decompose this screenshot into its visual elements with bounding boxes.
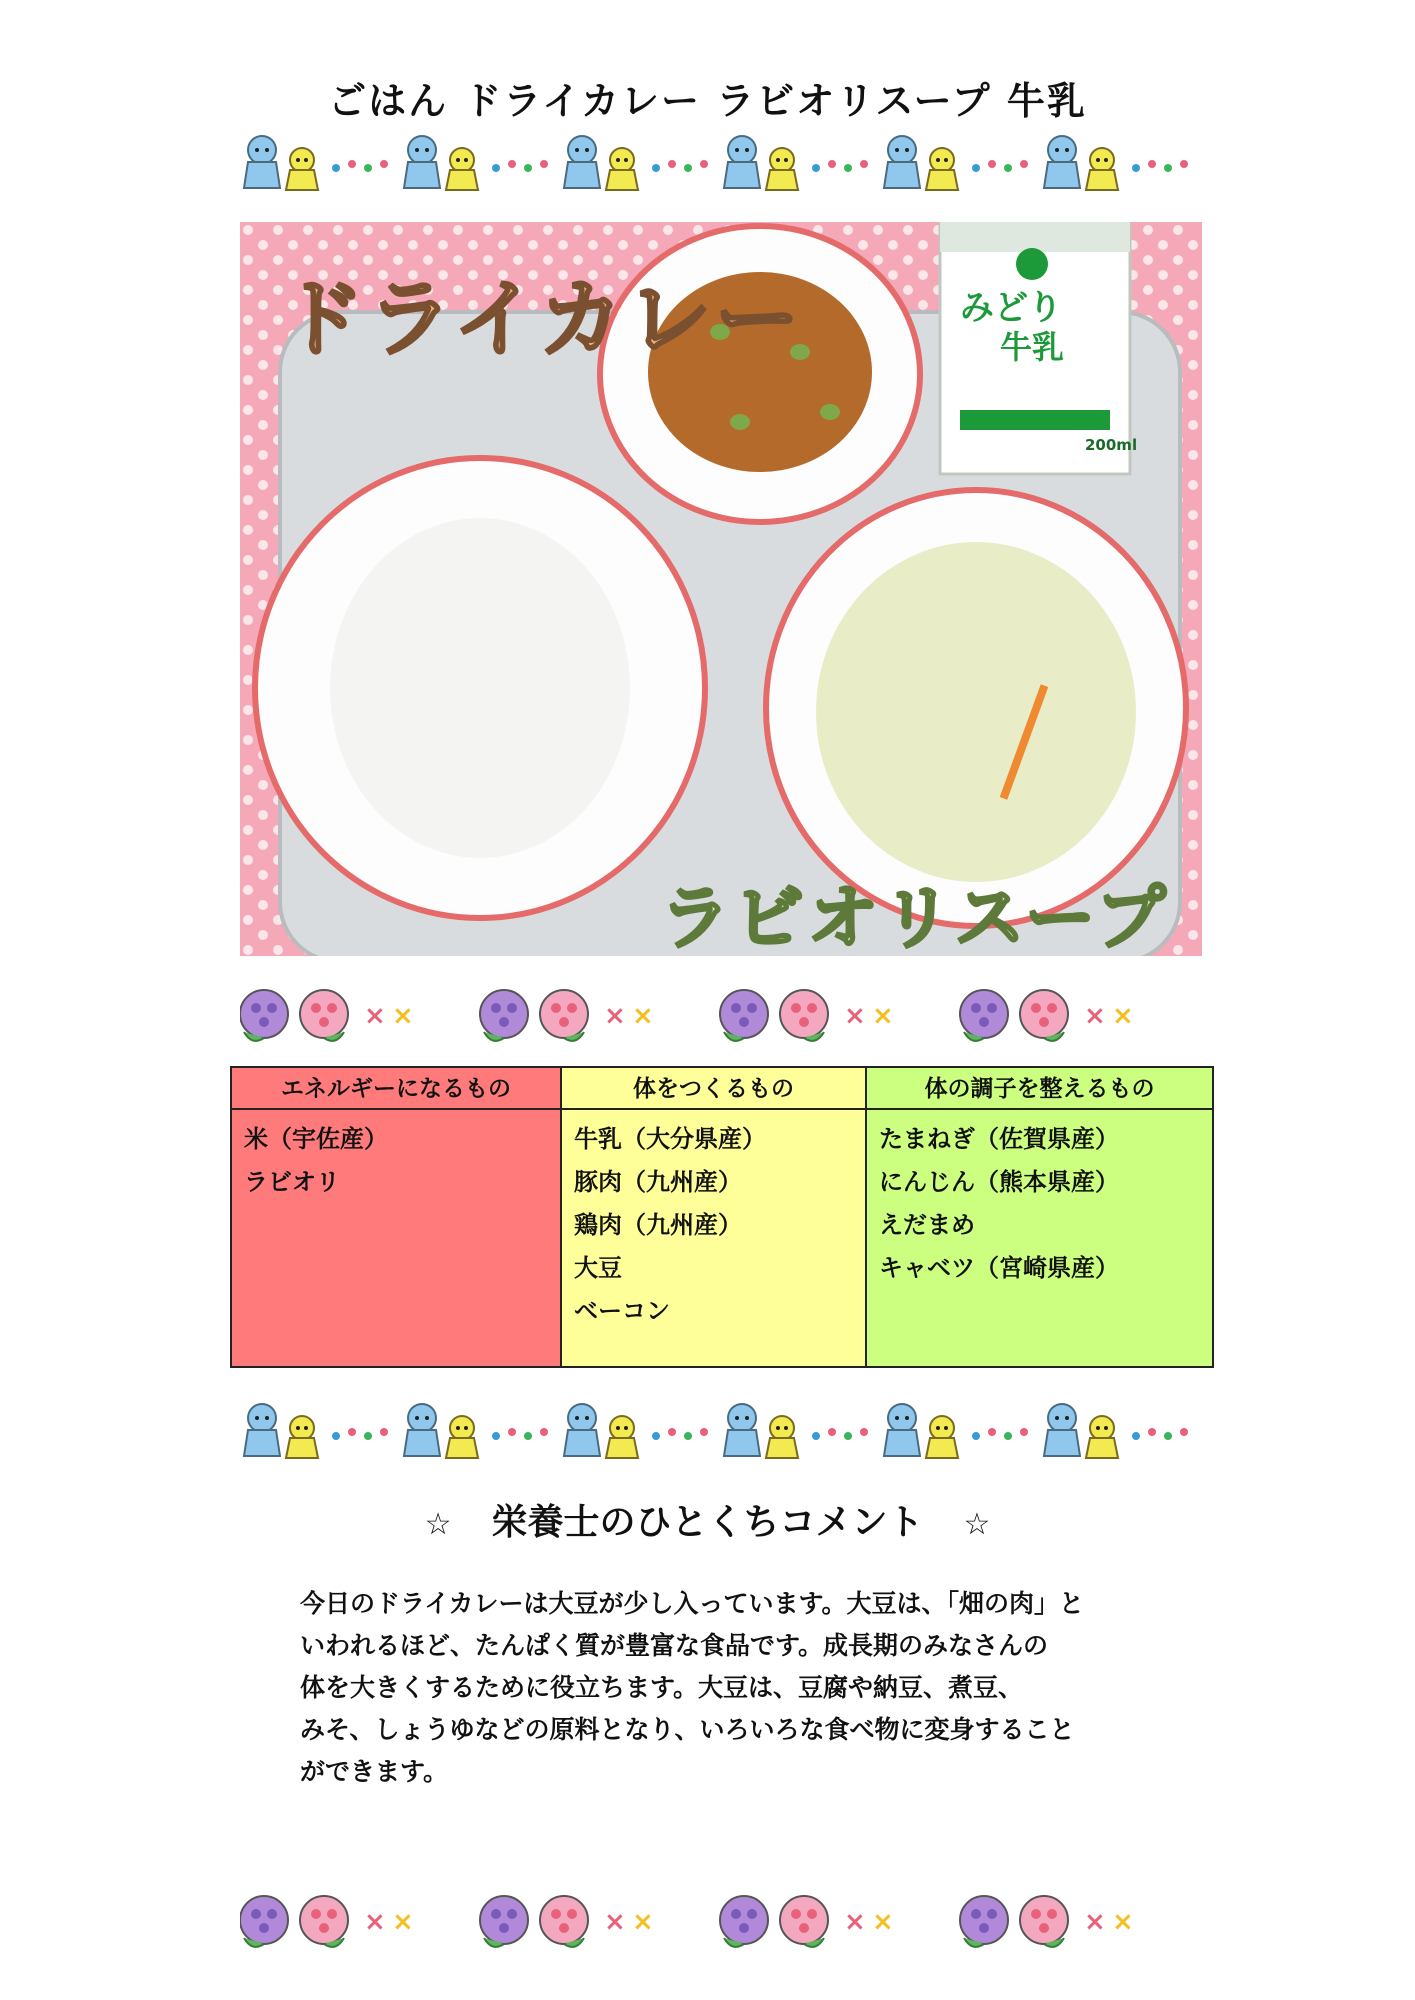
body-building-food-item: 大豆 (574, 1254, 622, 1282)
svg-text:×: × (364, 1001, 386, 1031)
comment-line: ができます。 (300, 1757, 449, 1786)
edamame (730, 414, 750, 430)
energy-foods-column (232, 1068, 560, 1366)
comment-line: 今日のドライカレーは大豆が少し入っています。大豆は、「畑の肉」と (300, 1589, 1085, 1618)
body-building-foods-header: 体をつくるもの (562, 1068, 865, 1110)
lunch-photo (240, 222, 1202, 956)
comment-line: いわれるほど、たんぱく質が豊富な食品です。成長期のみなさんの (300, 1631, 1049, 1660)
milk-volume: 200ml (1085, 436, 1138, 454)
ravioli-soup (816, 542, 1136, 882)
dry-curry-label: ドライカレー (280, 270, 803, 368)
edamame (820, 404, 840, 420)
body-building-food-item: 鶏肉（九州産） (574, 1211, 742, 1239)
rice (330, 518, 630, 858)
body-condition-food-item: たまねぎ（佐賀県産） (879, 1125, 1119, 1153)
ravioli-soup-label: ラビオリスープ (660, 877, 1170, 956)
energy-food-item: ラビオリ (244, 1168, 340, 1196)
menu-title: ごはん ドライカレー ラビオリスープ 牛乳 (328, 79, 1087, 123)
comment-title-text: 栄養士のひとくちコメント (491, 1502, 924, 1543)
svg-text:×: × (392, 1001, 414, 1031)
body-condition-food-item: キャベツ（宮崎県産） (879, 1254, 1119, 1282)
comment-title (0, 1494, 1415, 1545)
body-building-food-item: 豚肉（九州産） (574, 1168, 742, 1196)
flower-border-middle (240, 978, 1200, 1050)
flower-purple-icon (240, 990, 288, 1041)
star-icon: ☆ (424, 1507, 452, 1542)
nutrition-table (230, 1066, 1214, 1368)
body-building-foods-column (560, 1068, 865, 1366)
teru-teru-border-top (240, 126, 1200, 198)
comment-body (300, 1583, 1130, 1793)
teru-teru-group (244, 136, 1188, 190)
teru-teru-border-middle (240, 1394, 1200, 1466)
milk-name: 牛乳 (1000, 328, 1065, 366)
milk-carton-top (940, 222, 1130, 252)
energy-foods-header: エネルギーになるもの (232, 1068, 560, 1110)
milk-logo-icon (1016, 248, 1048, 280)
body-building-food-item: ベーコン (574, 1297, 670, 1325)
star-icon: ☆ (963, 1507, 991, 1542)
milk-brand: みどり (960, 288, 1062, 328)
energy-food-item: 米（宇佐産） (244, 1125, 388, 1153)
comment-line: 体を大きくするために役立ちます。大豆は、豆腐や納豆、煮豆、 (300, 1673, 1024, 1702)
milk-band (960, 410, 1110, 430)
body-condition-foods-header: 体の調子を整えるもの (867, 1068, 1212, 1110)
body-condition-food-item: えだまめ (879, 1211, 975, 1239)
flower-border-bottom (240, 1884, 1200, 1956)
body-building-food-item: 牛乳（大分県産） (574, 1125, 766, 1153)
flower-pink-icon (300, 990, 348, 1041)
body-condition-food-item: にんじん（熊本県産） (879, 1168, 1119, 1196)
body-condition-foods-column (865, 1068, 1212, 1366)
comment-line: みそ、しょうゆなどの原料となり、いろいろな食べ物に変身すること (300, 1715, 1075, 1744)
